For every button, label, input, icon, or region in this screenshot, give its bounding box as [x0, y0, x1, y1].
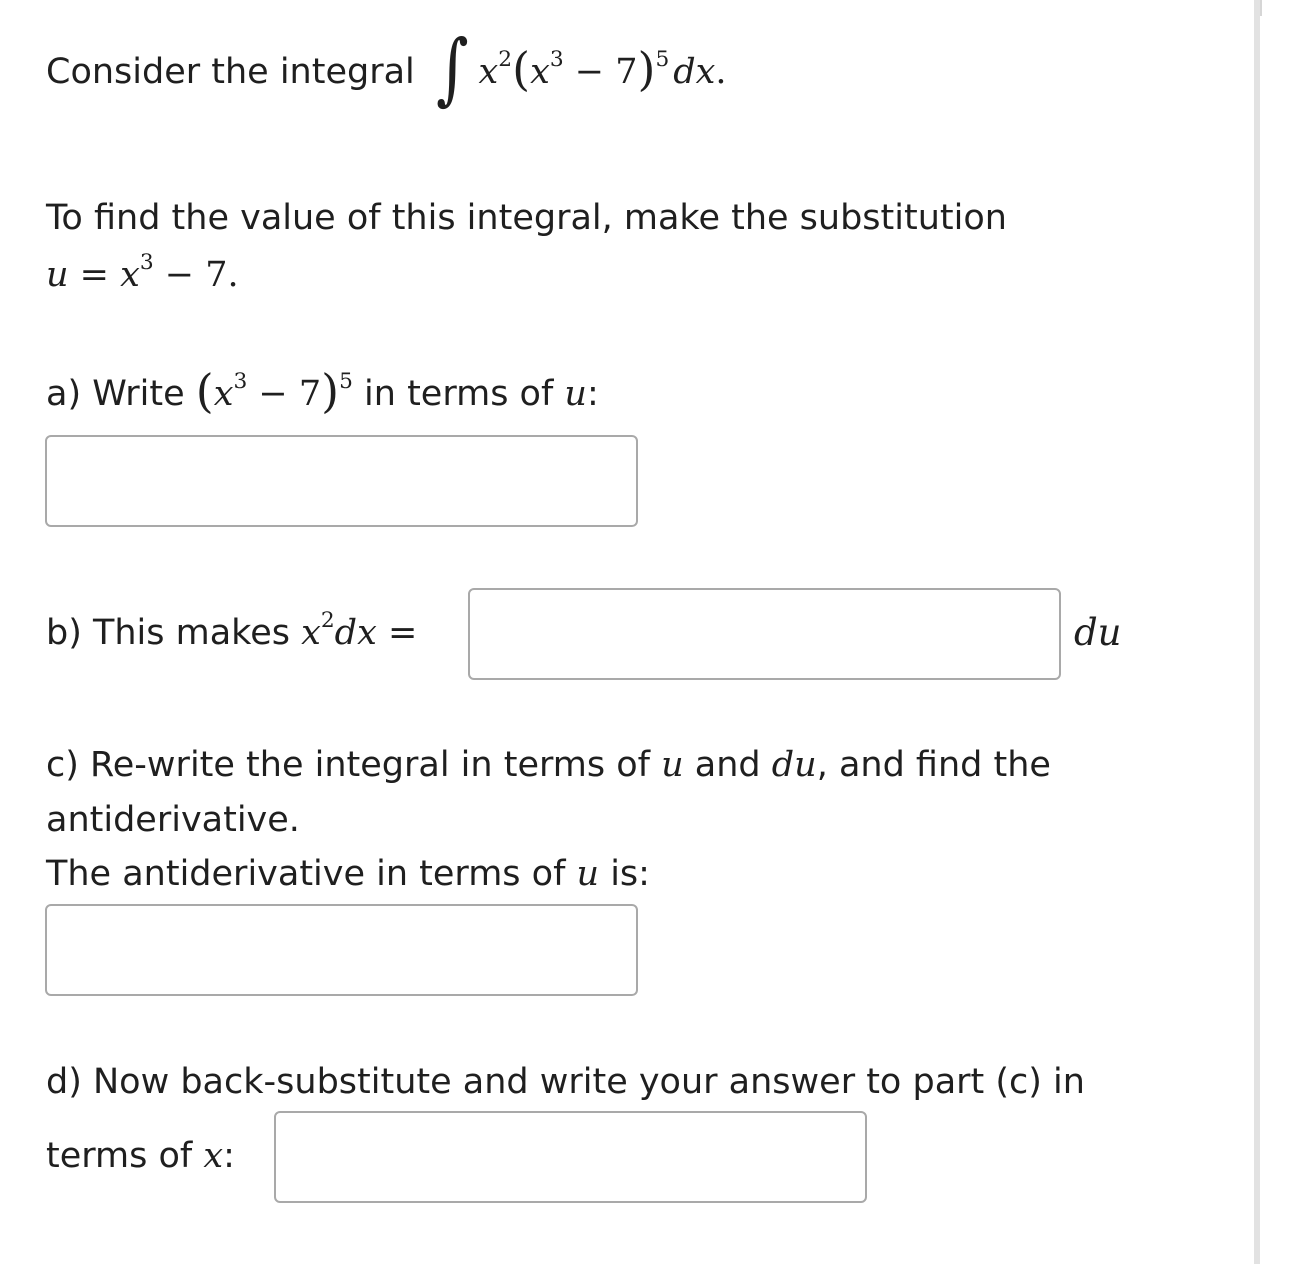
part-d-line2: [46, 1136, 235, 1176]
substitution-lhs: u = x: [46, 255, 140, 295]
part-a-minus-const: − 7: [247, 374, 322, 414]
integral-open-paren: (: [512, 42, 531, 96]
part-b-exponent: 2: [320, 608, 335, 634]
integral-differential: dx: [673, 52, 716, 92]
part-a-inner-var: x: [213, 374, 234, 414]
part-b-du-unit: du: [1074, 611, 1122, 654]
part-b-var: x: [301, 613, 321, 653]
part-b-prefix: b) This makes: [46, 613, 302, 653]
intro-line: [46, 24, 727, 114]
part-a-label: [46, 364, 599, 418]
page-scrollbar[interactable]: [1254, 0, 1260, 1264]
part-c-line3-suffix: is:: [599, 854, 650, 894]
part-a-outer-exponent: 5: [339, 369, 353, 395]
part-c-line3-prefix: The antiderivative in terms of: [46, 854, 577, 894]
part-d-answer-input[interactable]: [274, 1111, 867, 1203]
part-d-colon: :: [223, 1136, 235, 1176]
integral-minus-const: − 7: [563, 52, 638, 92]
part-a-colon: :: [586, 374, 599, 414]
part-b-equals: =: [376, 613, 418, 653]
part-b-answer-input[interactable]: [468, 588, 1061, 680]
integral-close-paren: ): [637, 42, 656, 96]
part-a-inner-exponent: 3: [233, 369, 248, 395]
part-a-var: u: [564, 374, 587, 414]
part-b-differential: dx: [334, 613, 377, 653]
integral-inner-var: x: [530, 52, 550, 92]
integral-period: .: [715, 52, 727, 92]
part-b-label: [46, 608, 418, 653]
intro-text: Consider the integral: [46, 52, 415, 92]
part-a-prefix: a) Write: [46, 374, 196, 414]
part-a-close-paren: ): [321, 364, 340, 418]
part-c-var-du: du: [771, 745, 817, 785]
part-d-line2-prefix: terms of: [46, 1136, 204, 1176]
part-a-answer-input[interactable]: [45, 435, 638, 527]
integral-sign: ∫: [435, 24, 469, 114]
integral-outer-exponent: 5: [655, 47, 670, 73]
substitution-exponent: 3: [139, 250, 154, 276]
part-c-line1-suffix: , and find the: [816, 745, 1051, 785]
part-c-line3: [46, 854, 650, 894]
part-c-line1: [46, 745, 1051, 785]
integral-inner-exponent: 3: [549, 47, 564, 73]
part-c-and: and: [683, 745, 772, 785]
part-d-line1: d) Now back-substitute and write your answer to part (c) in: [46, 1062, 1085, 1102]
integral-base-exponent: 2: [498, 47, 513, 73]
part-c-var-u: u: [661, 745, 684, 785]
substitution-equation: [46, 250, 239, 295]
part-c-line1-prefix: c) Re-write the integral in terms of: [46, 745, 662, 785]
part-c-answer-input[interactable]: [45, 904, 638, 996]
part-c-line2: antiderivative.: [46, 800, 300, 840]
part-a-open-paren: (: [195, 364, 214, 418]
substitution-rhs: − 7.: [153, 255, 239, 295]
integral-base: x: [478, 52, 499, 92]
part-d-var: x: [203, 1136, 224, 1176]
part-a-suffix: in terms of: [352, 374, 565, 414]
substitution-text: To find the value of this integral, make the substitution: [46, 198, 1007, 238]
part-c-var-u2: u: [576, 854, 600, 894]
